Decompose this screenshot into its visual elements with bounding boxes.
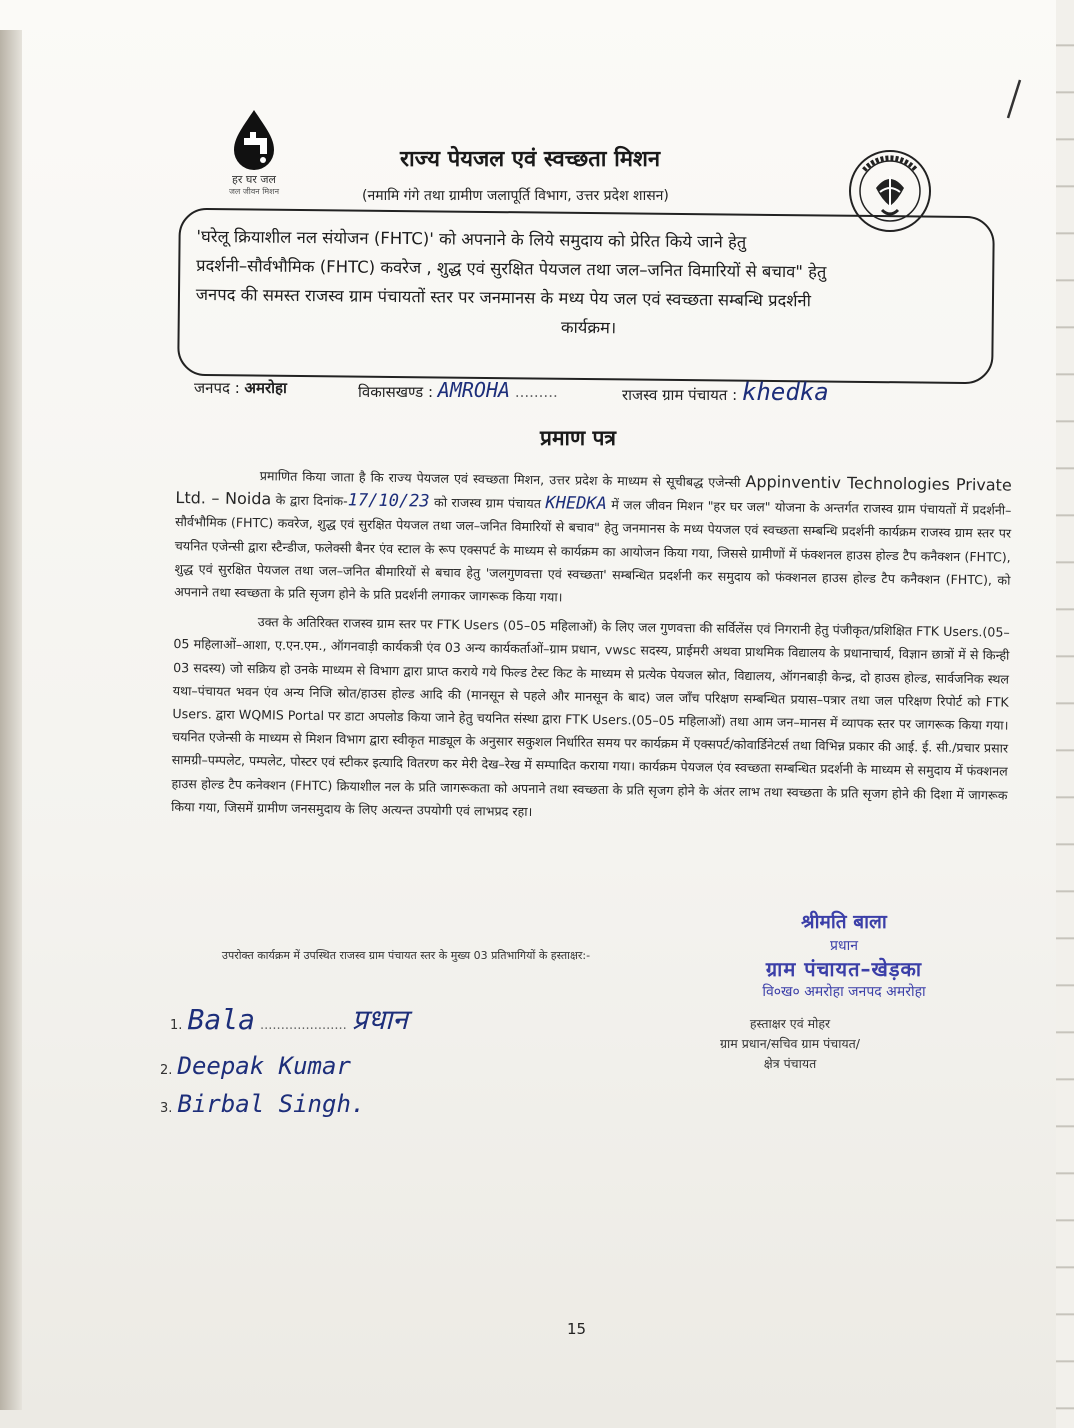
- block-value: AMROHA: [437, 378, 511, 402]
- right-page-edge: [1056, 0, 1074, 1428]
- mission-title: राज्य पेयजल एवं स्वच्छता मिशन: [400, 146, 661, 172]
- signature-number-2: 2.: [160, 1063, 173, 1078]
- panchayat-field: [622, 378, 829, 406]
- participant-role-1: प्रधान: [351, 1003, 408, 1036]
- stamp-panchayat: ग्राम पंचायत–खेड़का: [765, 957, 923, 981]
- pradhan-stamp: [724, 908, 964, 1001]
- panchayat-value: khedka: [741, 378, 829, 406]
- panchayat-label: राजस्व ग्राम पंचायत :: [622, 386, 738, 404]
- program-line-2: प्रदर्शनी–सौर्वभौमिक (FHTC) कवरेज , शुद्ध एवं सुरक्षित पेयजल तथा जल–जनित विमारियों से बचाव" हेतु: [196, 255, 827, 282]
- district-label: जनपद :: [194, 379, 240, 397]
- pen-mark-icon: [1004, 78, 1024, 122]
- certificate-title: प्रमाण पत्र: [540, 425, 616, 450]
- signatures-intro: उपरोक्त कार्यक्रम में उपस्थित राजस्व ग्राम पंचायत स्तर के मुख्य 03 प्रतिभागियों के हस्ताक्षर:-: [221, 949, 591, 962]
- body-paragraph-2: उक्त के अतिरिक्त राजस्व ग्राम स्तर पर FTK Users (05–05 महिलाओं) के लिए जल गुणवत्ता की सर्विलेंस एवं निगरानी हेतु पंजीकृत/प्रशिक्षित FTK Users.(05–05 महिलाओं–आशा, ए.एन.एम., ऑगनवाड़ी कार्यकत्री एंव 03 अन्य कार्यकर्ताओं–ग्राम प्रधान, vwsc सदस्य, प्राईमरी अथवा प्राथमिक विद्यालय के प्रधानाचार्य, विज्ञान छात्रों में से किन्ही 03 सदस्य) जो सक्रिय हो उनके माध्यम से विभाग द्वारा प्राप्त कराये गये फिल्ड टेस्ट किट के माध्यम से प्रत्येक पेयजल स्रोत, विद्यालय, ऑगनबाड़ी केन्द्र, दो हाउस होल्ड, सार्वजनिक स्थल यथा–पंचायत भवन एंव अन्य निजि स्रोत/हाउस होल्ड आदि की (मानसून से पहले और मानसून के बाद) जल जाँच परिक्षण सम्बन्धित प्रयास–पत्रार तथा जल परिक्षण रिपोर्ट को FTK Users. द्वारा WQMIS Portal पर डाटा अपलोड किया जाने हेतु चयनित संस्था द्वारा FTK Users.(05–05 महिलाओं) तथा आम जन–मानस में व्यापक स्तर पर जागरूक किया गया। चयनित एजेन्सी के माध्यम से मिशन विभाग द्वारा स्वीकृत माड्यूल के अनुसार सकुशल निर्धारित समय पर कार्यक्रम में एक्सपर्ट/कोवार्डिनेटर्स तथा विभिन्न प्रकार की आई. ई. सी./प्रचार प्रसार सामग्री–पम्पलेट, पम्पलेट, पोस्टर एवं स्टीकर इत्यादि वितरण कर मेरी देख–रेख में सम्पादित कराया गया। कार्यक्रम पेयजल एंव स्वच्छता सम्बन्धित प्रदर्शनी के माध्यम से समुदाय में फंक्शनल हाउस होल्ड टैप कनेक्शन (FHTC) क्रियाशील नल के प्रति जागरूकता को अपनाने तथा स्वच्छता के प्रति सृजग होने के अंतर लाभ तथा स्वच्छता के प्रति सृजग होने की दिशा में जागरूक किया गया, जिसमें ग्रामीण जनसमुदाय के लिए अत्यन्त उपयोगी एवं लाभप्रद रहा।: [171, 614, 1010, 819]
- program-line-1: 'घरेलू क्रियाशील नल संयोजन (FHTC)' को अपनाने के लिये समुदाय को प्रेरित किये जाने हेतु: [196, 226, 747, 252]
- program-line-4: कार्यक्रम।: [560, 317, 617, 338]
- signature-number-3: 3.: [160, 1101, 173, 1116]
- logo-tagline-2: जल जीवन मिशन: [228, 187, 280, 196]
- program-line-3: जनपद की समस्त राजस्व ग्राम पंचायतों स्तर पर जनमानस के मध्य पेय जल एवं स्वच्छता सम्बन्धि प्रदर्शनी: [195, 284, 812, 311]
- certificate-body: [171, 462, 1012, 830]
- stamp-role: प्रधान: [830, 938, 858, 954]
- mission-subtitle: (नमामि गंगे तथा ग्रामीण जलापूर्ति विभाग, उत्तर प्रदेश शासन): [362, 188, 669, 204]
- agency-name: Appinventiv Technologies Private Ltd. – Noida: [175, 471, 1012, 509]
- logo-tagline-1: हर घर जल: [232, 173, 276, 186]
- participant-signature-3: Birbal Singh.: [177, 1090, 366, 1118]
- har-ghar-jal-logo: [206, 108, 302, 197]
- sign-block-line-3: क्षेत्र पंचायत: [763, 1056, 817, 1071]
- block-label: विकासखण्ड :: [358, 383, 434, 401]
- body-p1-part-a: प्रमाणित किया जाता है कि राज्य पेयजल एवं स्वच्छता मिशन, उत्तर प्रदेश के माध्यम से सूचीबद्ध एजेन्सी: [259, 468, 741, 490]
- signature-row-2: [160, 1052, 351, 1080]
- program-box: [195, 222, 982, 346]
- participant-signature-1: Bala: [187, 1003, 255, 1036]
- village-name: KHEDKA: [545, 493, 607, 515]
- district-value: अमरोहा: [244, 379, 287, 397]
- signature-block: [680, 1014, 900, 1074]
- body-p1-part-b: के द्वारा दिनांक-: [275, 492, 348, 509]
- body-p1-part-d: में जल जीवन मिशन "हर घर जल" योजना के अन्तर्गत राजस्व ग्राम पंचायतों में प्रदर्शनी–सौर्वभौमिक (FHTC) कवरेज, शुद्ध एवं सुरक्षित पेयजल तथा जल–जनित विमारियों से बचाव" हेतु जनमानस के मध्य पेयजल एवं स्वच्छता सम्बन्धि प्रदर्शनी कार्यक्रम राजस्व ग्राम स्तर पर चयनित एजेन्सी द्वारा स्टैन्डीज, फलेक्सी बैनर एंव स्टाल के रूप एक्सपर्ट के माध्यम से कार्यक्रम का आयोजन किया गया, जिससे ग्रामीणों में फंक्शनल हाउस होल्ड टैप कनैक्शन (FHTC), शुद्ध एवं सुरक्षित पेयजल तथा जल–जनित बीमारियों से बचाव हेतु 'जलगुणवत्ता एवं स्वच्छता' सम्बन्धित प्रदर्शनी कर समुदाय को फंक्शनल हाउस होल्ड टैप कनैक्शन (FHTC), को अपनाने तथा स्वच्छता के प्रति सृजग होने के प्रति प्रदर्शनी लगाकर जागरूक किया गया।: [174, 497, 1012, 605]
- signature-row-1: 1. Bala ..................... प्रधान: [170, 1003, 408, 1036]
- signature-row-3: [160, 1090, 365, 1118]
- left-page-edge: [0, 30, 22, 1410]
- stamp-name: श्रीमति बाला: [801, 911, 887, 933]
- body-paragraph-1: [174, 462, 1012, 615]
- district-field: [194, 378, 287, 398]
- stamp-block: वि०ख० अमरोहा जनपद अमरोहा: [762, 984, 926, 1000]
- participant-signature-2: Deepak Kumar: [177, 1052, 351, 1080]
- sign-block-line-2: ग्राम प्रधान/सचिव ग्राम पंचायत/: [719, 1036, 861, 1051]
- signature-number-1: 1.: [170, 1018, 183, 1033]
- sign-block-line-1: हस्ताक्षर एवं मोहर: [749, 1016, 831, 1031]
- water-drop-tap-icon: [224, 108, 284, 170]
- block-field: विकासखण्ड : AMROHA .........: [358, 378, 558, 402]
- program-date: 17/10/23: [347, 490, 430, 512]
- page-number: 15: [567, 1320, 587, 1338]
- body-p1-part-c: को राजस्व ग्राम पंचायत: [433, 494, 542, 512]
